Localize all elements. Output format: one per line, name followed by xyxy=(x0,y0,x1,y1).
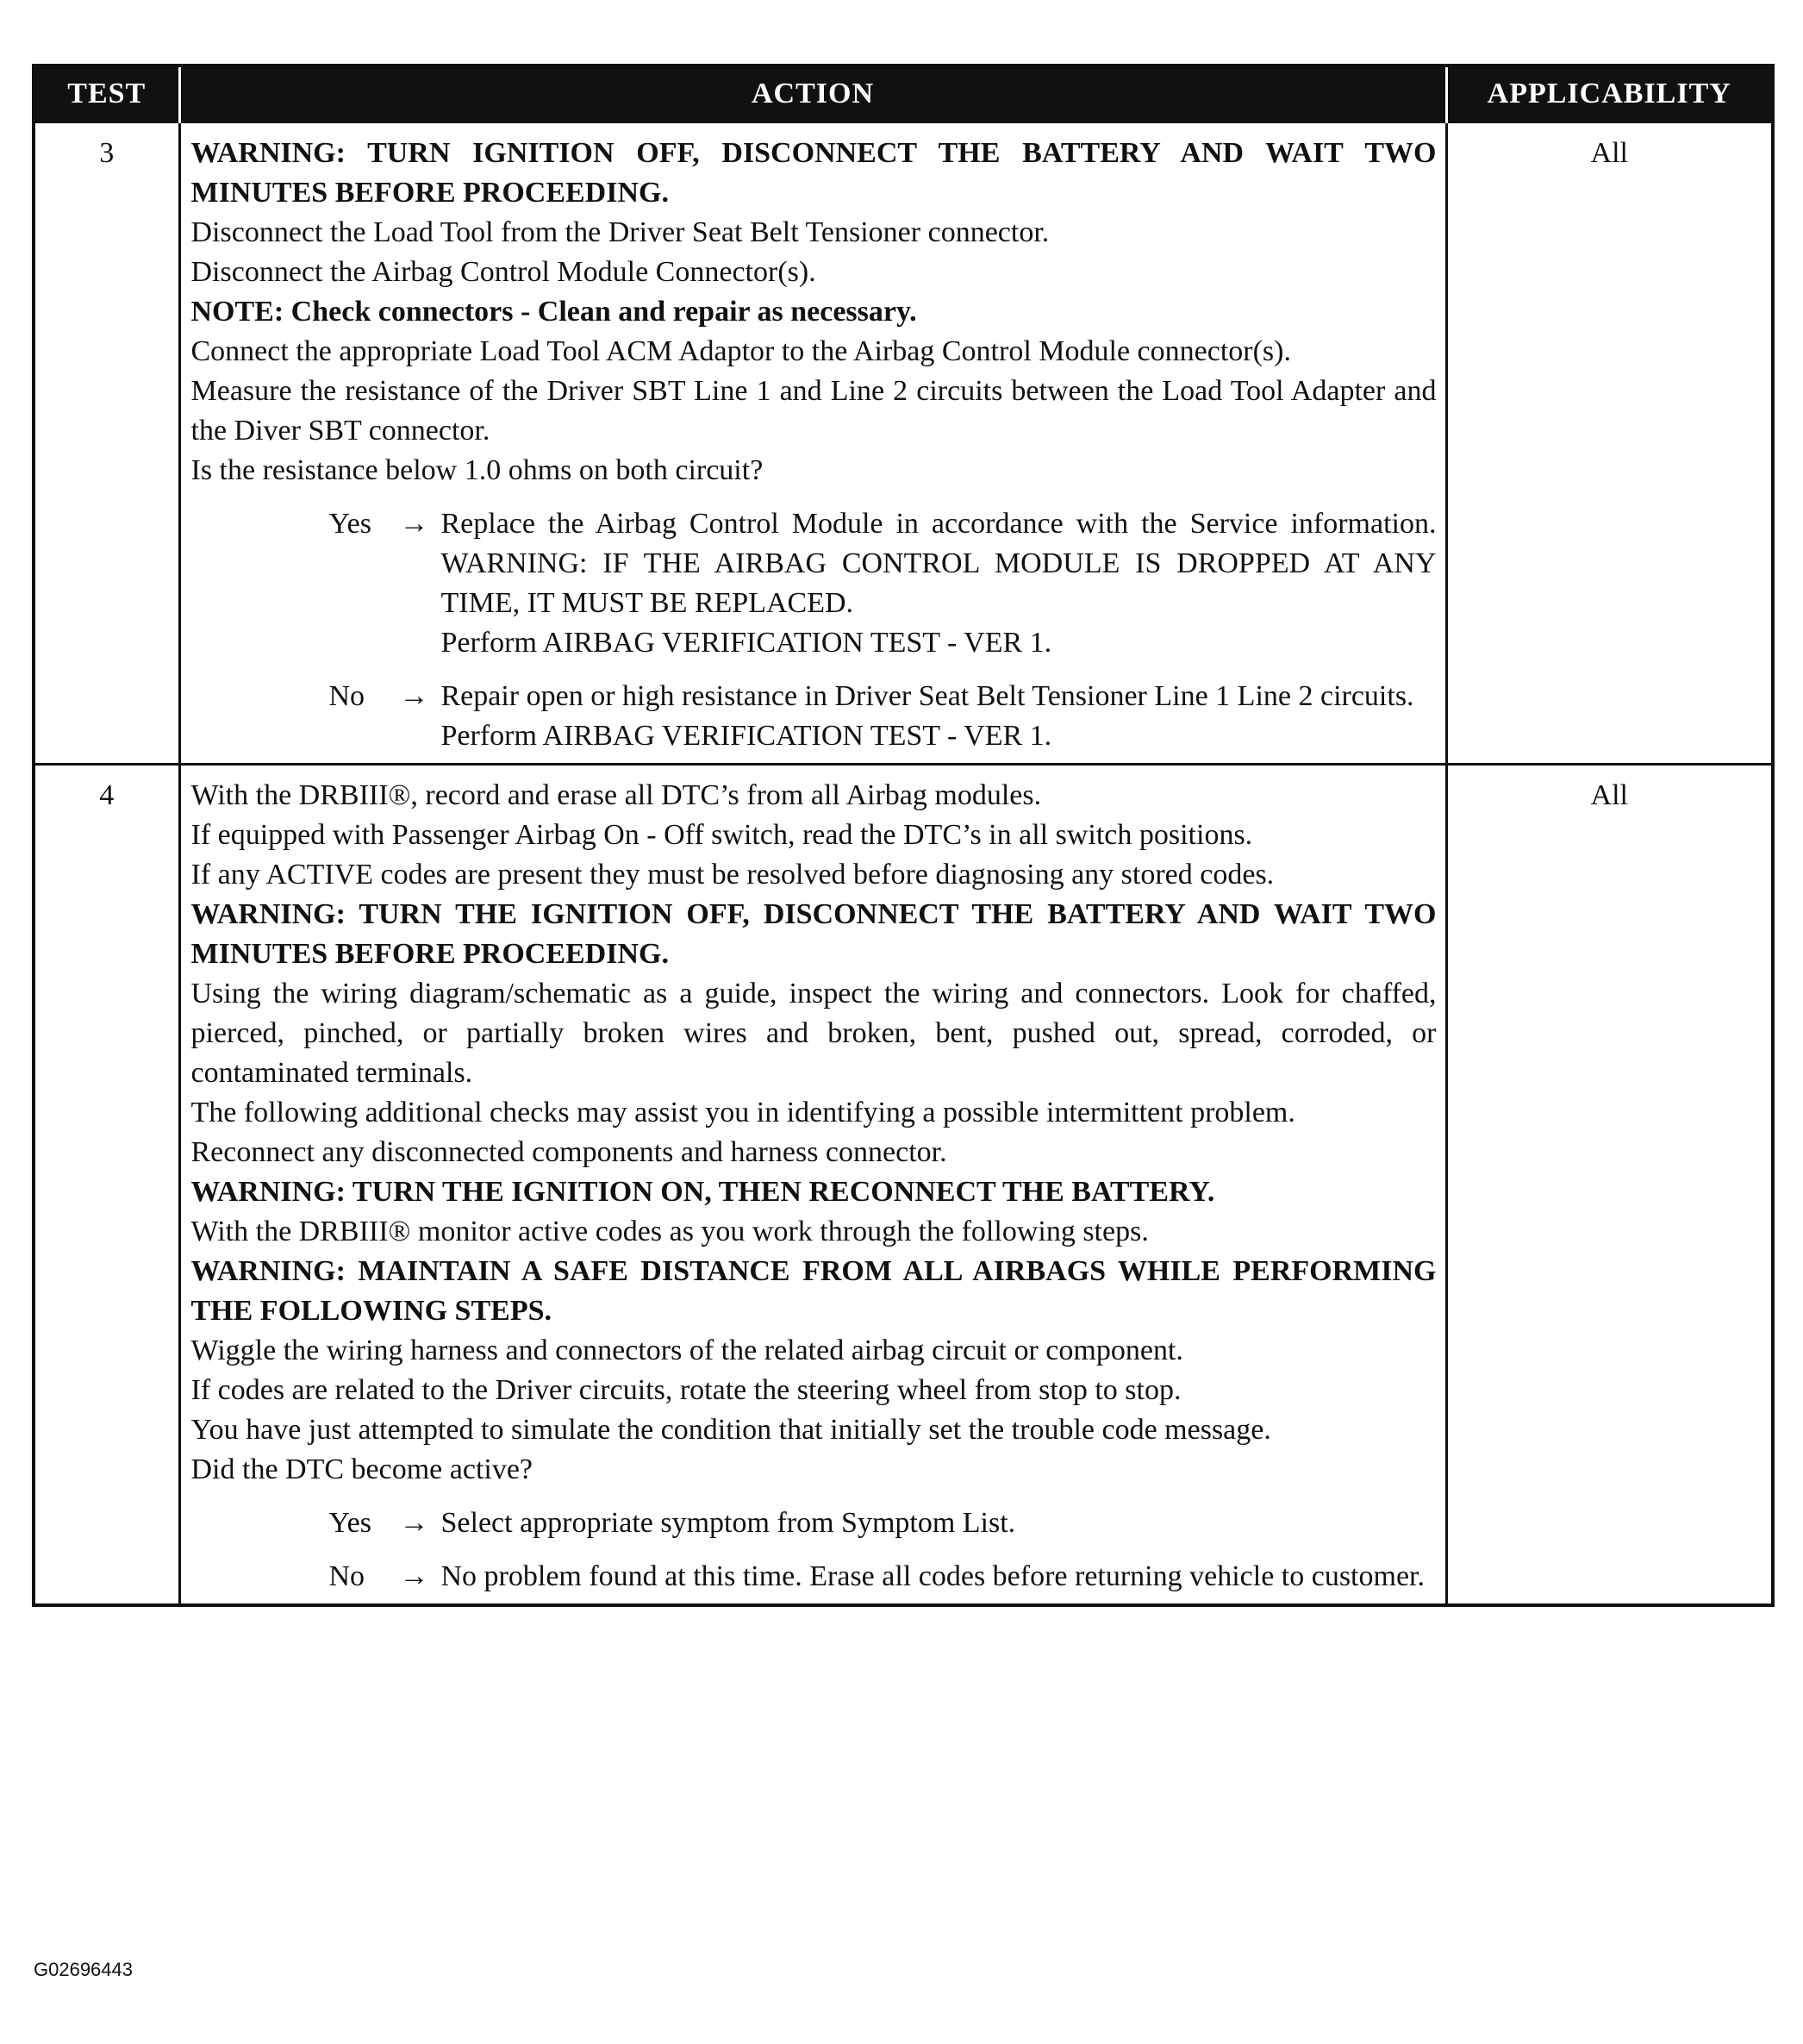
warning-text: WARNING: TURN THE IGNITION OFF, DISCONNECT THE BATTERY AND WAIT TWO MINUTES BEFORE PROCEEDING. xyxy=(190,898,1437,970)
outcome-answer: Yes xyxy=(328,508,371,540)
outcome-yes xyxy=(329,504,1437,663)
instruction-text: Using the wiring diagram/schematic as a guide, inspect the wiring and connectors. Look for chaffed, pierced, pinched, or partially broken wires and broken, bent, pushed out, spread, corroded, or contaminated terminals. xyxy=(190,978,1437,1089)
instruction-text: You have just attempted to simulate the condition that initially set the trouble code message. xyxy=(190,1414,1271,1446)
instruction-text: Disconnect the Load Tool from the Driver Seat Belt Tensioner connector. xyxy=(190,216,1050,248)
right-arrow-icon: → xyxy=(399,1560,429,1592)
outcome-result xyxy=(441,1557,1437,1597)
instruction-text: If codes are related to the Driver circuits, rotate the steering wheel from stop to stop. xyxy=(190,1374,1182,1406)
test-number: 3 xyxy=(34,122,179,765)
question-text: Did the DTC become active? xyxy=(190,1453,533,1485)
action-cell xyxy=(179,765,1446,1606)
result-text: No problem found at this time. Erase all codes before returning vehicle to customer. xyxy=(440,1560,1425,1592)
header-row xyxy=(34,66,1773,122)
right-arrow-icon: → xyxy=(399,1507,429,1539)
warning-text: WARNING: TURN THE IGNITION ON, THEN RECONNECT THE BATTERY. xyxy=(190,1176,1215,1208)
result-text: Select appropriate symptom from Symptom List. xyxy=(440,1507,1016,1539)
warning-text: WARNING: TURN IGNITION OFF, DISCONNECT THE BATTERY AND WAIT TWO MINUTES BEFORE PROCEEDING. xyxy=(190,137,1437,209)
right-arrow-icon: → xyxy=(399,680,429,712)
instruction-text: The following additional checks may assist you in identifying a possible intermittent problem. xyxy=(190,1097,1295,1128)
instruction-text: If equipped with Passenger Airbag On - Off switch, read the DTC’s in all switch positions. xyxy=(190,819,1253,851)
warning-text: WARNING: MAINTAIN A SAFE DISTANCE FROM ALL AIRBAGS WHILE PERFORMING THE FOLLOWING STEPS. xyxy=(190,1255,1437,1327)
right-arrow-icon: → xyxy=(399,508,429,540)
result-text: Perform AIRBAG VERIFICATION TEST - VER 1. xyxy=(440,720,1052,752)
result-text: Perform AIRBAG VERIFICATION TEST - VER 1. xyxy=(440,627,1052,659)
outcome-answer: Yes xyxy=(328,1507,371,1539)
table-body xyxy=(34,122,1773,1606)
question-text: Is the resistance below 1.0 ohms on both circuit? xyxy=(190,454,764,486)
outcome-answer: No xyxy=(328,1560,365,1592)
outcome-result xyxy=(441,677,1437,756)
result-text: Repair open or high resistance in Driver Seat Belt Tensioner Line 1 Line 2 circuits. xyxy=(440,680,1414,712)
outcome-no xyxy=(329,677,1437,756)
applicability-value: All xyxy=(1446,122,1773,765)
instruction-text: Measure the resistance of the Driver SBT Line 1 and Line 2 circuits between the Load Tool Adapter and the Diver SBT connector. xyxy=(190,375,1437,447)
outcome-no xyxy=(329,1557,1437,1597)
outcome-yes xyxy=(329,1503,1437,1543)
outcome-result xyxy=(441,504,1437,663)
result-text: Replace the Airbag Control Module in accordance with the Service information. WARNING: IF THE AIRBAG CONTROL MODULE IS DROPPED AT ANY TIME, IT MUST BE REPLACED. xyxy=(440,508,1437,619)
instruction-text: Connect the appropriate Load Tool ACM Adaptor to the Airbag Control Module connector(s). xyxy=(190,335,1291,367)
instruction-text: With the DRBIII® monitor active codes as you work through the following steps. xyxy=(190,1216,1149,1247)
note-text: NOTE: Check connectors - Clean and repair as necessary. xyxy=(190,296,917,328)
instruction-text: Reconnect any disconnected components and harness connector. xyxy=(190,1136,947,1168)
instruction-text: Wiggle the wiring harness and connectors of the related airbag circuit or component. xyxy=(190,1335,1183,1366)
figure-id: G02696443 xyxy=(34,1959,133,1980)
applicability-value: All xyxy=(1446,765,1773,1606)
table-row xyxy=(34,765,1773,1606)
table-row xyxy=(34,122,1773,765)
instruction-text: Disconnect the Airbag Control Module Connector(s). xyxy=(190,256,816,288)
test-number: 4 xyxy=(34,765,179,1606)
action-cell xyxy=(179,122,1446,765)
outcome-answer: No xyxy=(328,680,365,712)
instruction-text: If any ACTIVE codes are present they must be resolved before diagnosing any stored codes. xyxy=(190,859,1275,891)
header-test: TEST xyxy=(34,66,179,122)
header-action: ACTION xyxy=(179,66,1446,122)
diagnostic-table xyxy=(32,64,1775,1607)
outcome-result xyxy=(441,1503,1437,1543)
header-applicability: APPLICABILITY xyxy=(1446,66,1773,122)
instruction-text: With the DRBIII®, record and erase all DTC’s from all Airbag modules. xyxy=(190,779,1042,811)
